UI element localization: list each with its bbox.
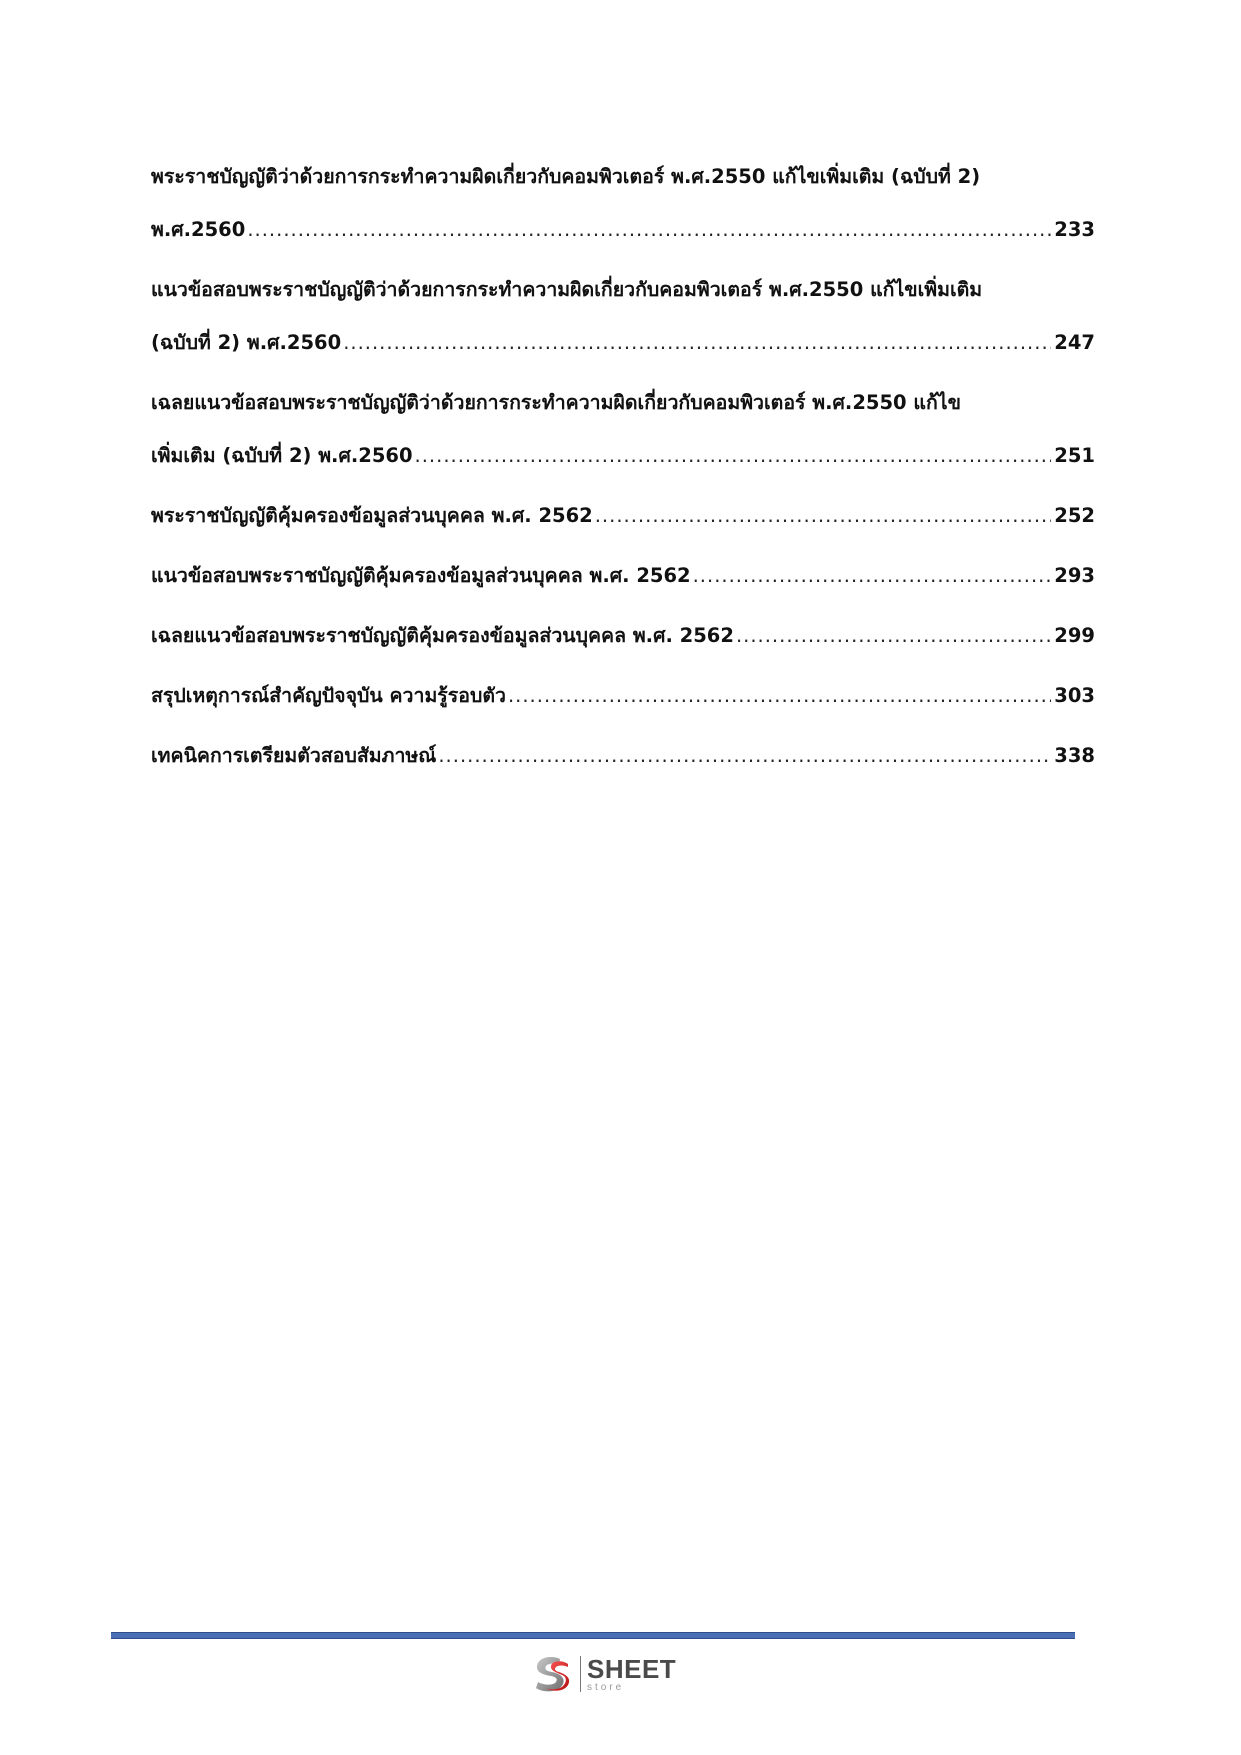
logo-wordmark: SHEET [587,1653,677,1684]
toc-entry-title-line1: แนวข้อสอบพระราชบัญญัติว่าด้วยการกระทำความผิดเกี่ยวกับคอมพิวเตอร์ พ.ศ.2550 แก้ไขเพิ่มเติม [151,278,983,301]
table-of-contents [151,150,1095,782]
toc-entry-title-line2: (ฉบับที่ 2) พ.ศ.2560 [151,331,342,354]
toc-entry[interactable] [151,609,1095,662]
logo-subtitle: store [587,1681,625,1693]
sheet-store-logo-icon [530,1652,574,1696]
logo-divider [580,1656,581,1692]
toc-entry[interactable] [151,489,1095,542]
toc-entry[interactable] [151,549,1095,602]
footer-divider [111,1632,1075,1639]
dot-leader [438,729,1051,782]
toc-page-number: 299 [1054,624,1095,647]
toc-entry[interactable] [151,150,1095,256]
toc-entry-title-line1: พระราชบัญญัติว่าด้วยการกระทำความผิดเกี่ยวกับคอมพิวเตอร์ พ.ศ.2550 แก้ไขเพิ่มเติม (ฉบับที่ 2) [151,165,981,188]
toc-entry[interactable] [151,376,1095,482]
toc-page-number: 338 [1054,744,1095,767]
dot-leader [693,549,1052,602]
toc-entry-title-line2: เพิ่มเติม (ฉบับที่ 2) พ.ศ.2560 [151,444,413,467]
toc-entry-title-line1: เฉลยแนวข้อสอบพระราชบัญญัติว่าด้วยการกระทำความผิดเกี่ยวกับคอมพิวเตอร์ พ.ศ.2550 แก้ไข [151,391,961,414]
toc-page-number: 252 [1054,504,1095,527]
dot-leader [595,489,1052,542]
dot-leader [736,609,1051,662]
toc-entry-title: แนวข้อสอบพระราชบัญญัติคุ้มครองข้อมูลส่วนบุคคล พ.ศ. 2562 [151,564,691,587]
toc-entry[interactable] [151,729,1095,782]
toc-entry-title: เทคนิคการเตรียมตัวสอบสัมภาษณ์ [151,744,437,767]
dot-leader [247,203,1051,256]
toc-page-number: 293 [1054,564,1095,587]
dot-leader [508,669,1051,722]
toc-page-number: 251 [1054,444,1095,467]
toc-entry-title: สรุปเหตุการณ์สำคัญปัจจุบัน ความรู้รอบตัว [151,684,506,707]
dot-leader [343,316,1051,369]
toc-page-number: 247 [1054,331,1095,354]
toc-entry[interactable] [151,263,1095,369]
sheet-store-logo [530,1652,676,1696]
toc-entry-title: เฉลยแนวข้อสอบพระราชบัญญัติคุ้มครองข้อมูลส่วนบุคคล พ.ศ. 2562 [151,624,734,647]
toc-entry[interactable] [151,669,1095,722]
toc-entry-title: พระราชบัญญัติคุ้มครองข้อมูลส่วนบุคคล พ.ศ. 2562 [151,504,593,527]
toc-page-number: 303 [1054,684,1095,707]
toc-entry-title-line2: พ.ศ.2560 [151,218,246,241]
dot-leader [415,429,1052,482]
toc-page-number: 233 [1054,218,1095,241]
